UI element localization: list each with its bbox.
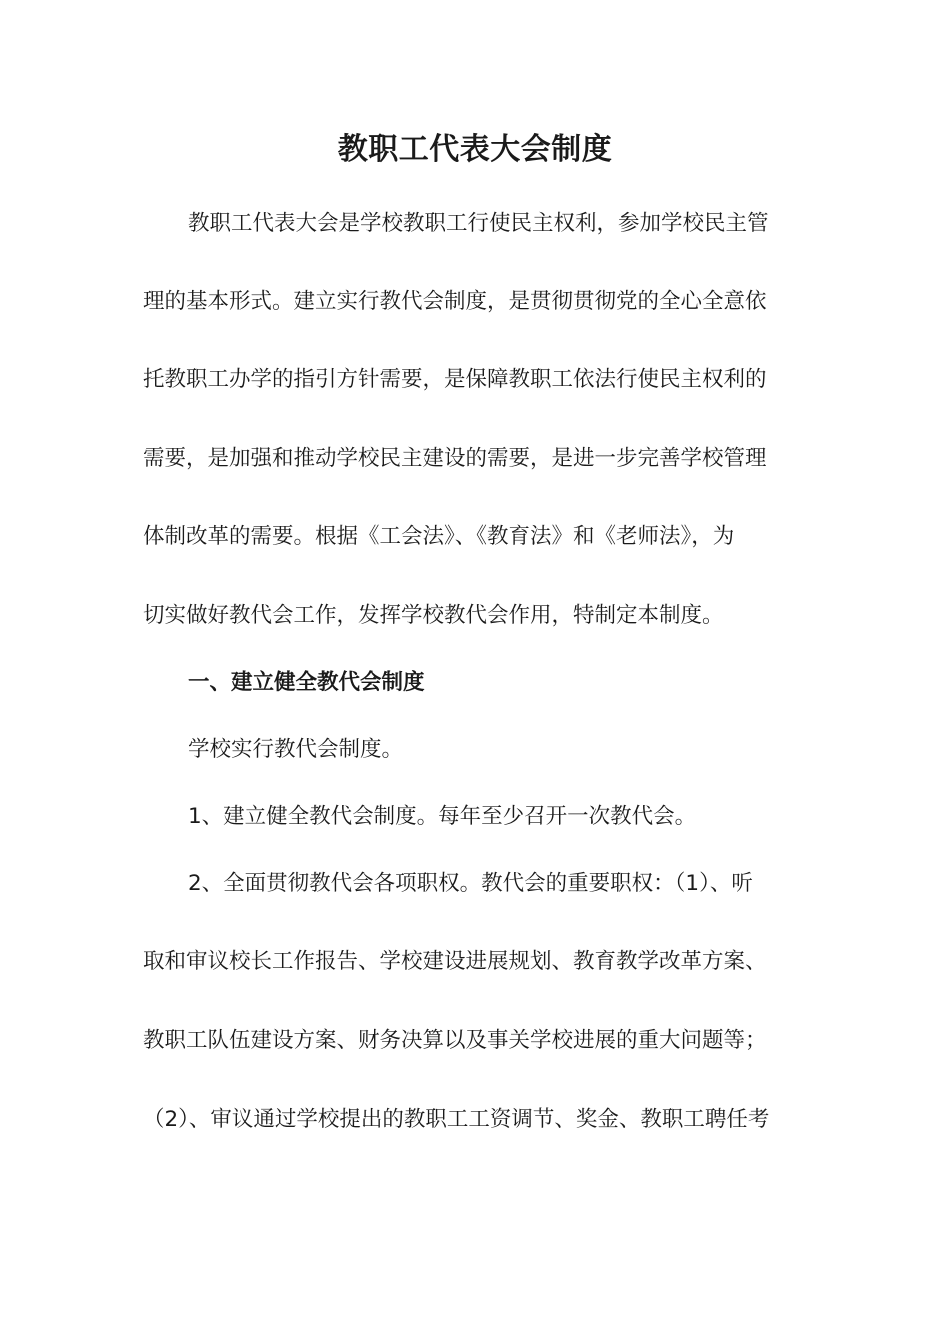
section-heading: 一、建立健全教代会制度 — [188, 670, 425, 695]
paragraph-line: 取和审议校长工作报告、学校建设进展规划、教育教学改革方案、 — [143, 949, 767, 974]
paragraph-line: （2）、审议通过学校提出的教职工工资调节、奖金、教职工聘任考 — [143, 1107, 770, 1132]
paragraph-line: 需要，是加强和推动学校民主建设的需要，是进一步完善学校管理 — [143, 446, 767, 471]
paragraph-line: 教职工队伍建设方案、财务决算以及事关学校进展的重大问题等； — [143, 1028, 767, 1053]
paragraph-line: 2、全面贯彻教代会各项职权。教代会的重要职权：（1）、听 — [188, 871, 753, 896]
paragraph-line: 切实做好教代会工作，发挥学校教代会作用，特制定本制度。 — [143, 603, 724, 628]
paragraph-line: 体制改革的需要。根据《工会法》、《教育法》和《老师法》，为 — [143, 524, 735, 549]
paragraph-line: 学校实行教代会制度。 — [188, 737, 404, 762]
document-title: 教职工代表大会制度 — [337, 132, 613, 167]
paragraph-line: 托教职工办学的指引方针需要，是保障教职工依法行使民主权利的 — [143, 367, 767, 392]
paragraph-line: 教职工代表大会是学校教职工行使民主权利，参加学校民主管 — [188, 211, 769, 236]
paragraph-line: 1、建立健全教代会制度。每年至少召开一次教代会。 — [188, 804, 697, 829]
paragraph-line: 理的基本形式。建立实行教代会制度，是贯彻贯彻党的全心全意依 — [143, 289, 767, 314]
